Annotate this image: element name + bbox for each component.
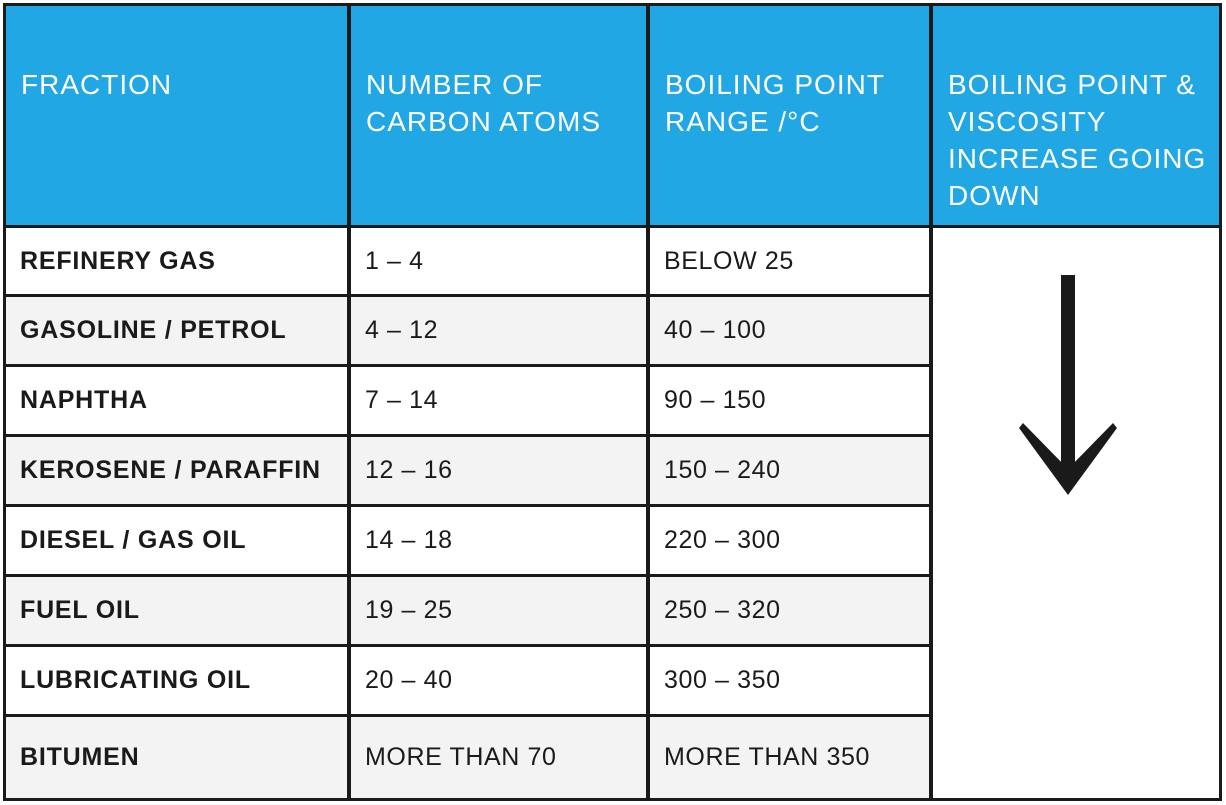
cell-boiling-fuel-oil: 250 – 320 (650, 577, 929, 644)
cell-boiling-naphtha: 90 – 150 (650, 367, 929, 434)
fractions-table (3, 3, 1222, 801)
header-carbon-atoms (351, 6, 646, 225)
cell-fraction-diesel: DIESEL / GAS OIL (6, 507, 347, 574)
cell-boiling-gasoline: 40 – 100 (650, 297, 929, 364)
header-boiling-range (650, 6, 929, 225)
cell-boiling-refinery-gas: BELOW 25 (650, 228, 929, 294)
cell-boiling-bitumen: MORE THAN 350 (650, 717, 929, 798)
cell-carbon-fuel-oil: 19 – 25 (351, 577, 646, 644)
cell-fraction-gasoline: GASOLINE / PETROL (6, 297, 347, 364)
cell-fraction-naphtha: NAPHTHA (6, 367, 347, 434)
cell-fraction-bitumen: BITUMEN (6, 717, 347, 798)
cell-fraction-fuel-oil: FUEL OIL (6, 577, 347, 644)
trend-arrow-cell (933, 228, 1219, 798)
header-fraction-label: FRACTION (21, 69, 173, 100)
cell-carbon-refinery-gas: 1 – 4 (351, 228, 646, 294)
cell-boiling-kerosene: 150 – 240 (650, 437, 929, 504)
cell-boiling-lubricating-oil: 300 – 350 (650, 647, 929, 714)
cell-carbon-lubricating-oil: 20 – 40 (351, 647, 646, 714)
cell-fraction-kerosene: KEROSENE / PARAFFIN (6, 437, 347, 504)
cell-carbon-naphtha: 7 – 14 (351, 367, 646, 434)
cell-fraction-lubricating-oil: LUBRICATING OIL (6, 647, 347, 714)
cell-carbon-gasoline: 4 – 12 (351, 297, 646, 364)
header-boiling-range-label: BOILING POINT RANGE /°C (665, 69, 885, 137)
header-trend (933, 6, 1219, 225)
header-carbon-atoms-label: NUMBER OF CARBON ATOMS (366, 69, 602, 137)
header-fraction (6, 6, 347, 225)
cell-carbon-kerosene: 12 – 16 (351, 437, 646, 504)
cell-fraction-refinery-gas: REFINERY GAS (6, 228, 347, 294)
cell-carbon-bitumen: MORE THAN 70 (351, 717, 646, 798)
arrow-down-icon (1013, 273, 1123, 503)
header-trend-label: BOILING POINT & VISCOSITY INCREASE GOING DOWN (948, 69, 1207, 211)
cell-boiling-diesel: 220 – 300 (650, 507, 929, 574)
cell-carbon-diesel: 14 – 18 (351, 507, 646, 574)
